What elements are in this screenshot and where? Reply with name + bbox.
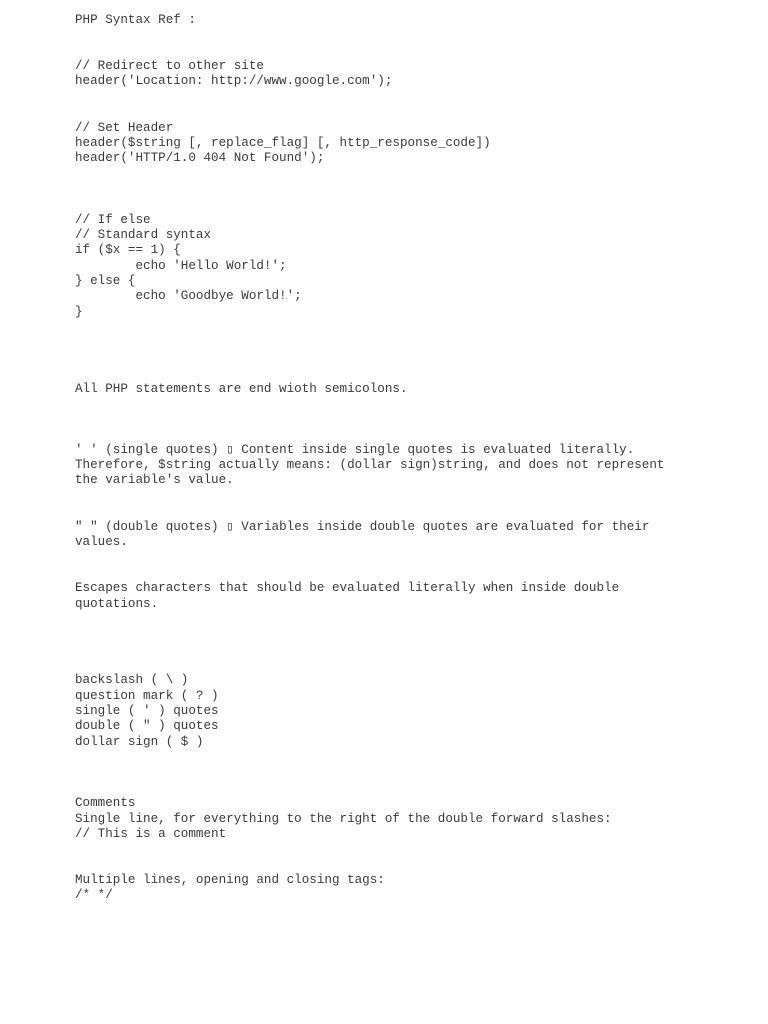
multi-line-comment-desc: Multiple lines, opening and closing tags: bbox=[75, 873, 385, 887]
document-page bbox=[75, 0, 755, 1024]
multi-line-comment-example: /* */ bbox=[75, 888, 113, 902]
escapes-line-2: quotations. bbox=[75, 597, 159, 611]
else-line: } else { bbox=[75, 274, 136, 288]
document-title: PHP Syntax Ref : bbox=[75, 13, 196, 27]
escape-item: single ( ' ) quotes bbox=[75, 704, 219, 718]
if-else-comment: // If else bbox=[75, 213, 151, 227]
redirect-comment: // Redirect to other site bbox=[75, 59, 264, 73]
single-quotes-line-1: ' ' (single quotes) ▯ Content inside single quotes is evaluated literally. bbox=[75, 443, 635, 457]
escape-item: dollar sign ( $ ) bbox=[75, 735, 204, 749]
statements-note: All PHP statements are end wioth semicolons. bbox=[75, 382, 408, 396]
escape-item: backslash ( \ ) bbox=[75, 673, 189, 687]
single-line-comment-desc: Single line, for everything to the right of the double forward slashes: bbox=[75, 812, 612, 826]
single-quotes-line-2: Therefore, $string actually means: (dollar sign)string, and does not represent bbox=[75, 458, 665, 472]
set-header-example: header('HTTP/1.0 404 Not Found'); bbox=[75, 151, 325, 165]
standard-syntax-comment: // Standard syntax bbox=[75, 228, 212, 242]
closing-brace-line: } bbox=[75, 305, 83, 319]
escape-item: question mark ( ? ) bbox=[75, 689, 219, 703]
double-quotes-line-2: values. bbox=[75, 535, 128, 549]
echo-goodbye-line: echo 'Goodbye World!'; bbox=[75, 289, 302, 303]
echo-hello-line: echo 'Hello World!'; bbox=[75, 259, 287, 273]
set-header-signature: header($string [, replace_flag] [, http_response_code]) bbox=[75, 136, 491, 150]
if-line: if ($x == 1) { bbox=[75, 243, 181, 257]
escape-item: double ( " ) quotes bbox=[75, 719, 219, 733]
single-quotes-line-3: the variable's value. bbox=[75, 473, 234, 487]
comments-heading: Comments bbox=[75, 796, 136, 810]
escapes-line-1: Escapes characters that should be evaluated literally when inside double bbox=[75, 581, 620, 595]
double-quotes-line-1: " " (double quotes) ▯ Variables inside double quotes are evaluated for their bbox=[75, 520, 650, 534]
set-header-comment: // Set Header bbox=[75, 121, 174, 135]
single-line-comment-example: // This is a comment bbox=[75, 827, 227, 841]
redirect-code: header('Location: http://www.google.com'); bbox=[75, 74, 393, 88]
